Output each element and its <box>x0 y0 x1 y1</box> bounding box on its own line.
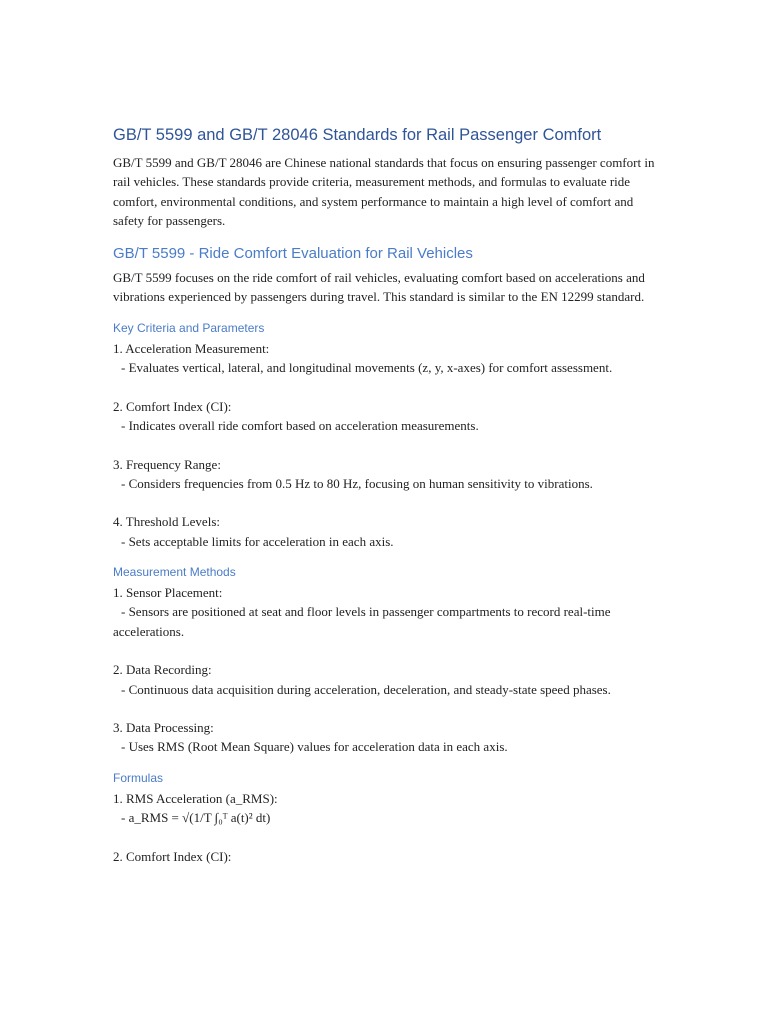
subheading-formulas: Formulas <box>113 770 164 785</box>
list-item <box>113 339 658 378</box>
list-item-title: 2. Comfort Index (CI): <box>113 848 232 864</box>
formulas-list <box>113 789 658 866</box>
list-item <box>113 660 658 699</box>
measurement-methods-list <box>113 583 658 757</box>
document-page <box>113 125 658 866</box>
list-item <box>113 397 658 436</box>
list-item-title: 3. Data Processing: <box>113 720 214 736</box>
list-item-detail: - Continuous data acquisition during acceleration, deceleration, and steady-state speed phases. <box>121 681 611 697</box>
section-paragraph-gbt5599: GB/T 5599 focuses on the ride comfort of rail vehicles, evaluating comfort based on accelerations and vibrations experienced by passengers during travel. This standard is similar to the EN 12299 standard. <box>113 270 645 305</box>
list-item-title: 1. Acceleration Measurement: <box>113 340 270 356</box>
list-item-detail: - Sensors are positioned at seat and floor levels in passenger compartments to record real-time accelerations. <box>113 604 611 639</box>
subheading-measurement-methods: Measurement Methods <box>113 565 236 580</box>
list-item <box>113 455 658 494</box>
list-item-detail: - Indicates overall ride comfort based on acceleration measurements. <box>121 417 479 433</box>
subheading-key-criteria: Key Criteria and Parameters <box>113 320 265 335</box>
section-heading-gbt5599: GB/T 5599 - Ride Comfort Evaluation for Rail Vehicles <box>113 245 473 263</box>
formula-text: - a_RMS = √(1/T ∫₀ᵀ a(t)² dt) <box>121 810 271 826</box>
document-title: GB/T 5599 and GB/T 28046 Standards for Rail Passenger Comfort <box>113 126 602 144</box>
list-item-detail: - Sets acceptable limits for acceleration in each axis. <box>121 533 394 549</box>
list-item-title: 1. RMS Acceleration (a_RMS): <box>113 790 278 806</box>
key-criteria-list <box>113 339 658 551</box>
list-item <box>113 718 658 757</box>
list-item <box>113 512 658 551</box>
list-item-detail: - Evaluates vertical, lateral, and longitudinal movements (z, y, x-axes) for comfort assessment. <box>121 360 613 376</box>
list-item-detail: - Uses RMS (Root Mean Square) values for acceleration data in each axis. <box>121 739 508 755</box>
list-item <box>113 789 658 828</box>
list-item-title: 2. Data Recording: <box>113 662 212 678</box>
list-item <box>113 583 658 641</box>
list-item-detail: - Considers frequencies from 0.5 Hz to 80 Hz, focusing on human sensitivity to vibrations. <box>121 475 593 491</box>
list-item-title: 1. Sensor Placement: <box>113 585 223 601</box>
list-item-title: 2. Comfort Index (CI): <box>113 398 232 414</box>
list-item-title: 3. Frequency Range: <box>113 456 221 472</box>
list-item <box>113 847 658 866</box>
list-item-title: 4. Threshold Levels: <box>113 514 220 530</box>
intro-paragraph: GB/T 5599 and GB/T 28046 are Chinese national standards that focus on ensuring passenger comfort in rail vehicles. These standards provide criteria, measurement methods, and formulas to evaluate ride comfort, environmental conditions, and system performance to maintain a high level of comfort and safety for passengers. <box>113 155 655 228</box>
